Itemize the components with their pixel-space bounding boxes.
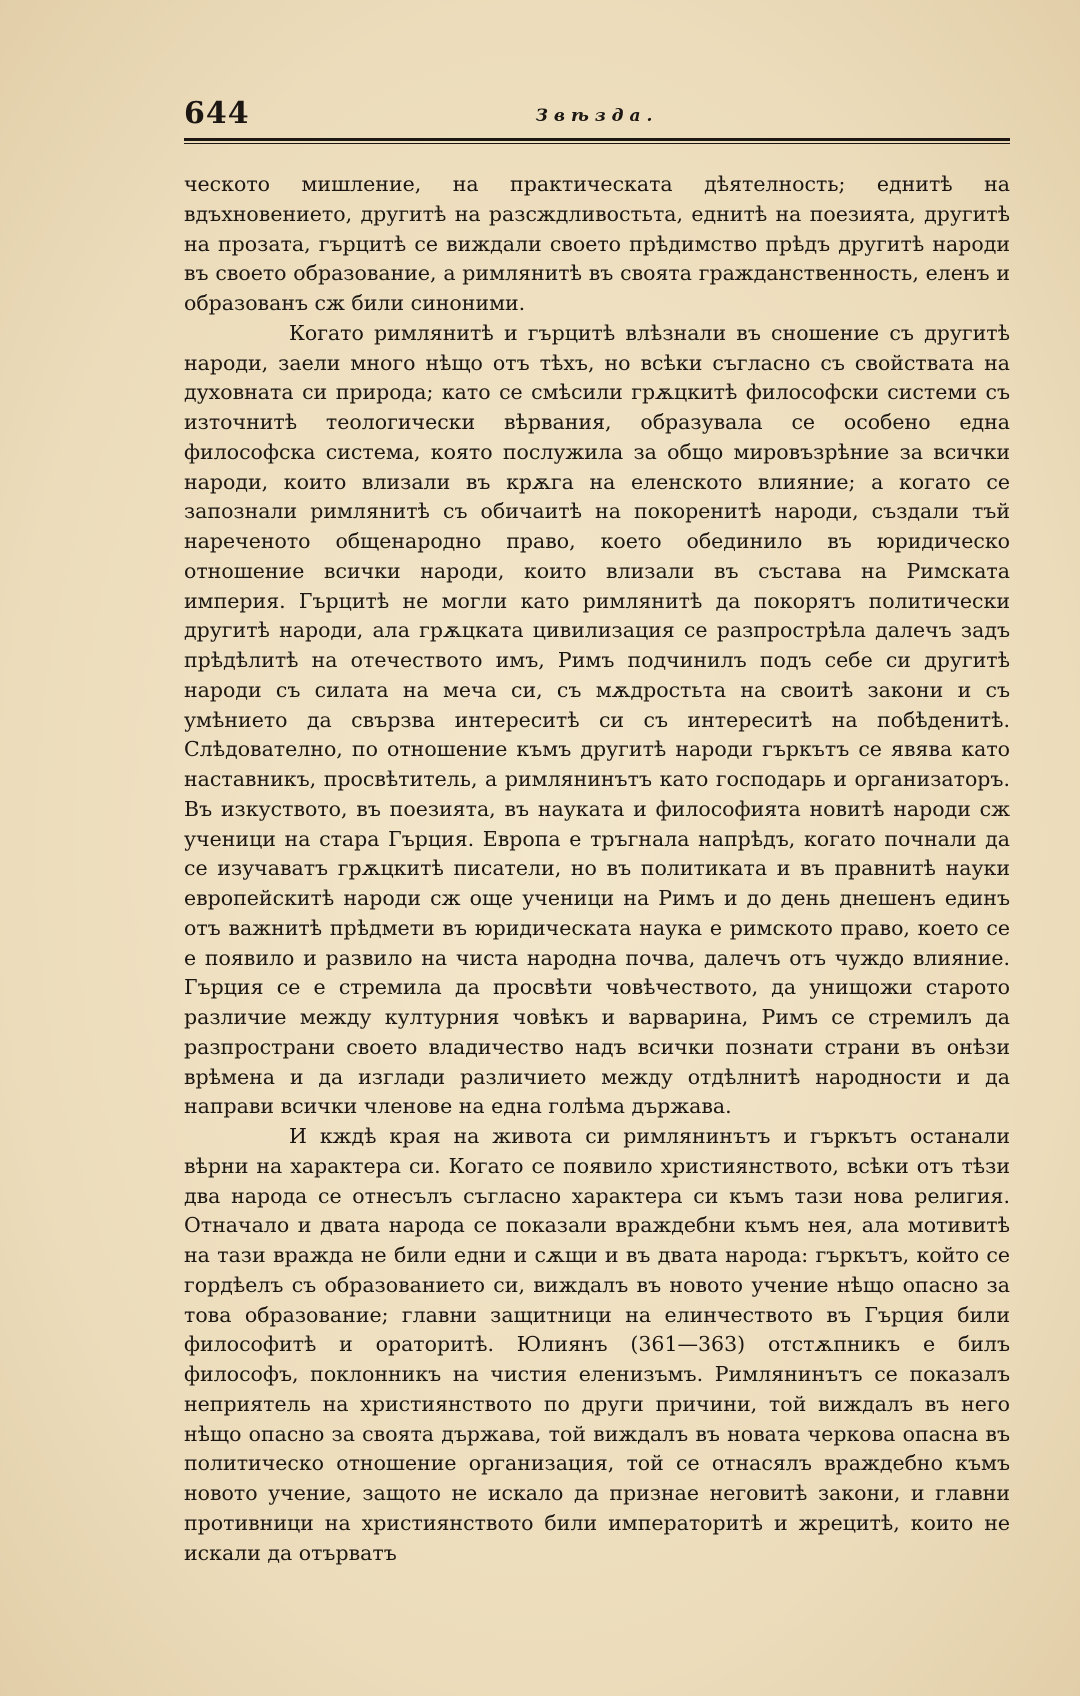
body-text <box>184 170 1010 1568</box>
paragraph-relations: Когато римлянитѣ и гърцитѣ влѣзнали въ сношение съ другитѣ народи, заели много нѣщо отъ тѣхъ, но всѣки съгласно съ свойствата на духовната си природа; като се смѣсили грѫцкитѣ философски системи съ източнитѣ теологически вѣрвания, образувала се особено една философска система, която послужила за общо мировъзрѣние за всички народи, които влизали въ крѫга на еленското влияние; а когато се запознали римлянитѣ съ обичаитѣ на покоренитѣ народи, създали тъй нареченото общенародно право, което обединило въ юридическо отношение всички народи, които влизали въ състава на Римската империя. Гърцитѣ не могли като римлянитѣ да покорятъ политически другитѣ народи, ала грѫцката цивилизация се разпрострѣла далечъ задъ прѣдѣлитѣ на отечеството имъ, Римъ подчинилъ подъ себе си другитѣ народи съ силата на меча си, съ мѫдростьта на своитѣ закони и съ умѣнието да свързва интереситѣ си съ интереситѣ на побѣденитѣ. Слѣдователно, по отношение къмъ другитѣ народи гъркътъ се явява като наставникъ, просвѣтитель, а римлянинътъ като господарь и организаторъ. Въ изкуството, въ поезията, въ науката и философията новитѣ народи сж ученици на стара Гърция. Европа е тръгнала напрѣдъ, когато почнали да се изучаватъ грѫцкитѣ писатели, но въ политиката и въ правнитѣ науки европейскитѣ народи сж още ученици на Римъ и до день днешенъ единъ отъ важнитѣ прѣдмети въ юридическата наука е римското право, което се е появило и развило на чиста народна почва, далечъ отъ чуждо влияние. Гърция се е стремила да просвѣти човѣчеството, да унищожи старото различие между културния човѣкъ и варварина, Римъ се стремилъ да разпространи своето владичество надъ всички познати страни въ онѣзи врѣмена и да изглади различието между отдѣлнитѣ народности и да направи всички членове на една голѣма държава. <box>184 320 1010 1119</box>
page-number: 644 <box>184 96 250 131</box>
page-header <box>184 96 1010 136</box>
header-rule-thick <box>184 138 1010 141</box>
paragraph-christianity: И кждѣ края на живота си римлянинътъ и гъркътъ останали вѣрни на характера си. Когато се появило християнството, всѣки отъ тѣзи два народа се отнесълъ съгласно характера си къмъ тази нова религия. Отначало и двата народа се показали враждебни къмъ нея, ала мотивитѣ на тази вражда не били едни и сѫщи и въ двата народа: гъркътъ, който се гордѣелъ съ образованието си, виждалъ въ новото учение нѣщо опасно за това образование; главни защитници на елинчеството въ Гърция били философитѣ и ораторитѣ. Юлиянъ (361—363) отстѫпникъ е билъ философъ, поклонникъ на чистия еленизъмъ. Римлянинътъ се показалъ неприятель на християнството по други причини, той виждалъ въ него нѣщо опасно за своята държава, той виждалъ въ новата черкова опасна въ политическо отношение организация, той се отнасялъ враждебно къмъ новото учение, защото не искало да признае неговитѣ закони, и главни противници на християнството били императоритѣ и жрецитѣ, които не искали да отърватъ <box>184 1124 1010 1565</box>
paragraph-continued: ческото мишление, на практическата дѣятелность; еднитѣ на вдъхновението, другитѣ на разсждливостьта, еднитѣ на поезията, другитѣ на прозата, гърцитѣ се виждали своето прѣдимство прѣдъ другитѣ народи въ своето образование, а римлянитѣ въ своята гражданственность, еленъ и образованъ сж били синоними. <box>184 172 1010 315</box>
header-rule-thin <box>184 143 1010 144</box>
running-title: Звѣзда. <box>535 106 659 126</box>
